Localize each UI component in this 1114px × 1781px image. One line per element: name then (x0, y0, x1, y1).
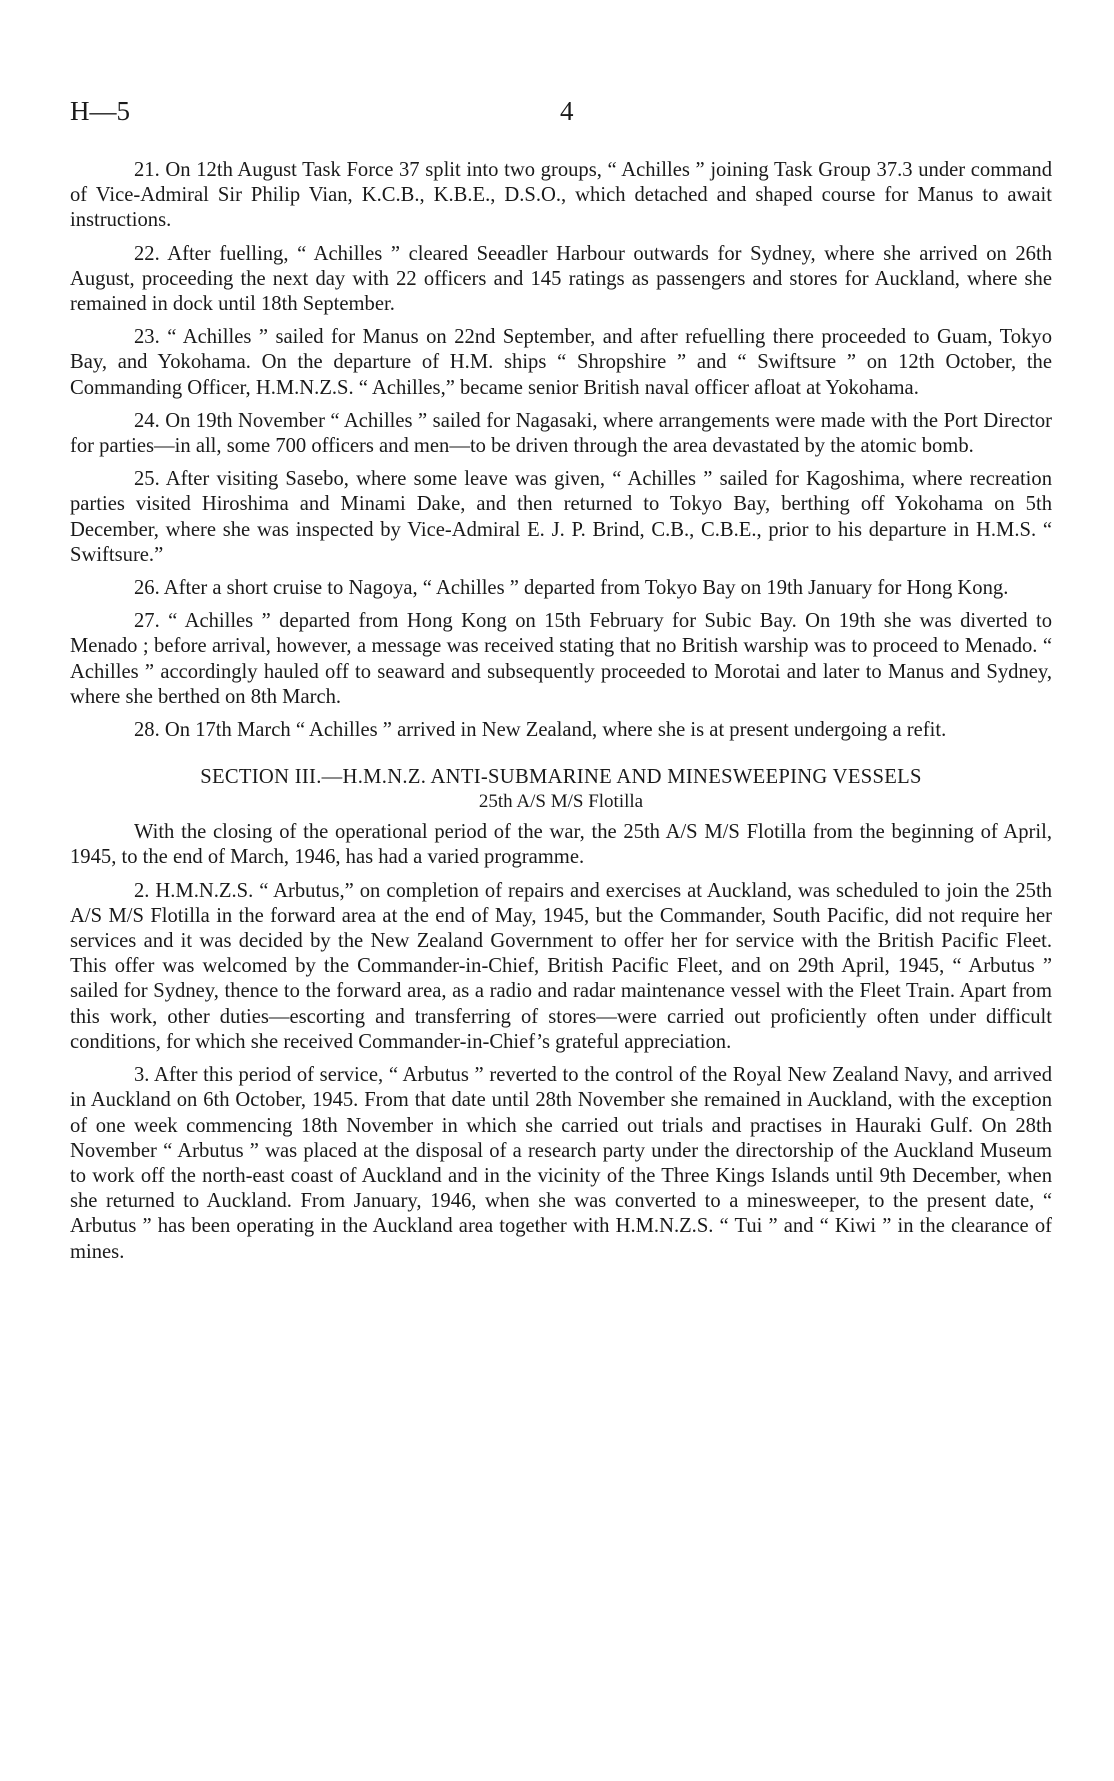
paragraph-22: 22. After fuelling, “ Achilles ” cleared Seeadler Harbour outwards for Sydney, where she arrived on 26th August, proceeding the next day with 22 officers and 145 ratings as passengers and stores for Auckland, where she remained in dock until 18th September. (70, 242, 1052, 316)
section-paragraph-1: With the closing of the operational period of the war, the 25th A/S M/S Flotilla from the beginning of April, 1945, to the end of March, 1946, has had a varied programme. (70, 821, 1052, 869)
paragraph-27: 27. “ Achilles ” departed from Hong Kong on 15th February for Subic Bay. On 19th she was diverted to Menado ; before arrival, however, a message was received stating that no British warship was to proceed to Menado. “ Achilles ” accordingly hauled off to seaward and subsequently proceeded to Morotai and later to Manus and Sydney, where she berthed on 8th March. (70, 610, 1052, 708)
document-code: H—5 (70, 96, 130, 126)
section-paragraph-2: 2. H.M.N.Z.S. “ Arbutus,” on completion of repairs and exercises at Auckland, was scheduled to join the 25th A/S M/S Flotilla in the forward area at the end of May, 1945, but the Commander, South Pacific, did not require her services and it was decided by the New Zealand Government to offer her for service with the British Pacific Fleet. This offer was welcomed by the Commander-in-Chief, British Pacific Fleet, and on 29th April, 1945, “ Arbutus ” sailed for Sydney, thence to the forward area, as a radio and radar maintenance vessel with the Fleet Train. Apart from this work, other duties—escorting and transferring of stores—were carried out proficiently often under difficult conditions, for which she received Commander-in-Chief’s grateful appreciation. (70, 879, 1052, 1053)
page-number: 4 (560, 96, 574, 126)
paragraph-28: 28. On 17th March “ Achilles ” arrived in New Zealand, where she is at present undergoing a refit. (134, 719, 947, 742)
paragraph-25: 25. After visiting Sasebo, where some leave was given, “ Achilles ” sailed for Kagoshima, where recreation parties visited Hiroshima and Minami Dake, and then returned to Tokyo Bay, berthing off Yokohama on 5th December, where she was inspected by Vice-Admiral E. J. P. Brind, C.B., C.B.E., prior to his departure in H.M.S. “ Swiftsure.” (70, 468, 1052, 566)
paragraph-26: 26. After a short cruise to Nagoya, “ Achilles ” departed from Tokyo Bay on 19th January for Hong Kong. (134, 577, 1009, 600)
page-header (70, 96, 1052, 136)
paragraph-21: 21. On 12th August Task Force 37 split into two groups, “ Achilles ” joining Task Group 37.3 under command of Vice-Admiral Sir Philip Vian, K.C.B., K.B.E., D.S.O., which detached and shaped course for Manus to await instructions. (70, 159, 1052, 232)
paragraph-24: 24. On 19th November “ Achilles ” sailed for Nagasaki, where arrangements were made with the Port Director for parties—in all, some 700 officers and men—to be driven through the area devastated by the atomic bomb. (70, 409, 1052, 458)
section-paragraph-3: 3. After this period of service, “ Arbutus ” reverted to the control of the Royal New Zealand Navy, and arrived in Auckland on 6th October, 1945. From that date until 28th November she remained in Auckland, with the exception of one week commencing 18th November in which she carried out trials and practises in Hauraki Gulf. On 28th November “ Arbutus ” was placed at the disposal of a research party under the directorship of the Auckland Museum to work off the north-east coast of Auckland and in the vicinity of the Three Kings Islands until 9th December, when she returned to Auckland. From January, 1946, when she was converted to a minesweeper, to the present date, “ Arbutus ” has been operating in the Auckland area together with H.M.N.Z.S. “ Tui ” and “ Kiwi ” in the clearance of mines. (70, 1064, 1052, 1263)
section-subheading: 25th A/S M/S Flotilla (478, 791, 644, 813)
section-heading: SECTION III.—H.M.N.Z. ANTI-SUBMARINE AND MINESWEEPING VESSELS (200, 766, 922, 789)
document-body (70, 158, 1052, 1265)
document-page (70, 96, 1052, 1273)
paragraph-23: 23. “ Achilles ” sailed for Manus on 22nd September, and after refuelling there proceeded to Guam, Tokyo Bay, and Yokohama. On the departure of H.M. ships “ Shropshire ” and “ Swiftsure ” on 12th October, the Commanding Officer, H.M.N.Z.S. “ Achilles,” became senior British naval officer afloat at Yokohama. (70, 326, 1052, 399)
